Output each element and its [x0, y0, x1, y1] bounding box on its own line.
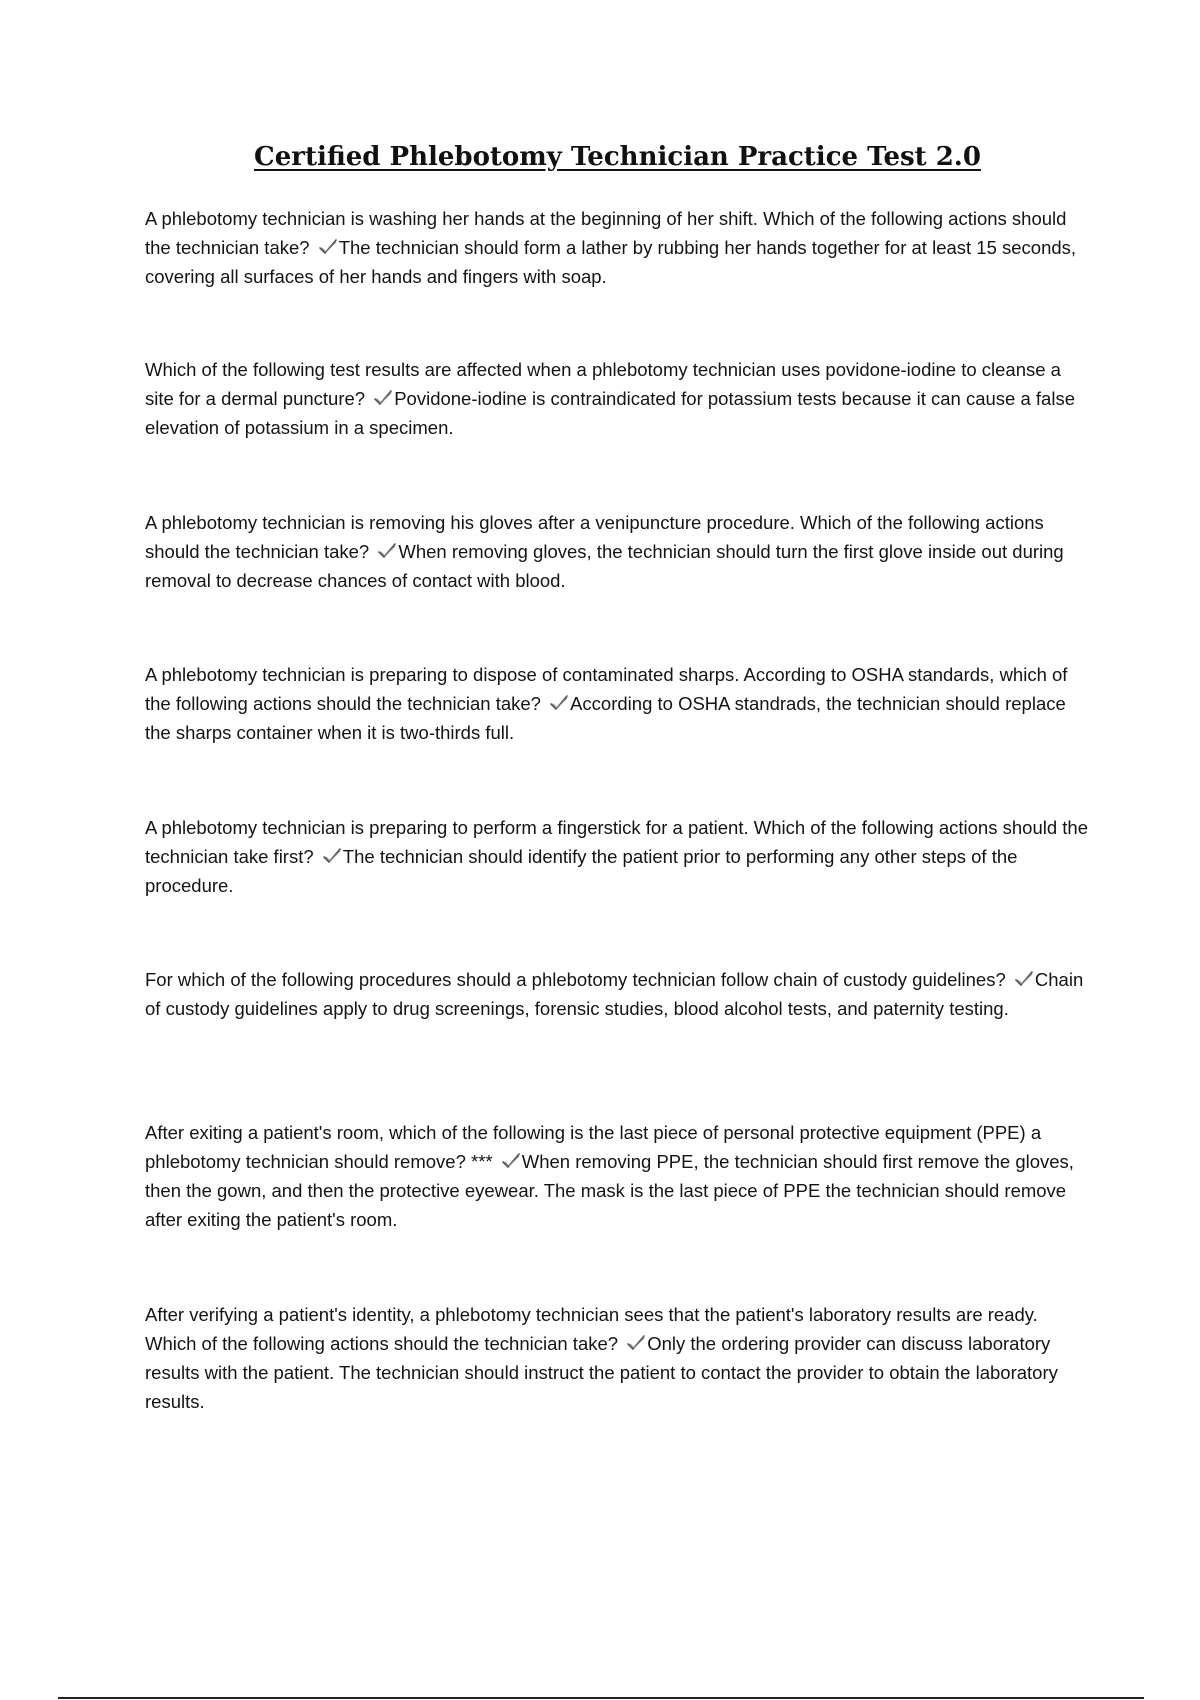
- question-item-3: [145, 508, 1090, 595]
- answer-text: The technician should identify the patient prior to performing any other steps of the procedure.: [145, 846, 1018, 896]
- check-mark-icon: [549, 694, 569, 712]
- check-mark-icon: [1014, 970, 1034, 988]
- check-mark-icon: [373, 389, 393, 407]
- footer-rule: [58, 1697, 1144, 1699]
- answer-text: According to OSHA standrads, the technician should replace the sharps container when it is two-thirds full.: [145, 693, 1066, 743]
- question-item-6: [145, 965, 1090, 1023]
- question-text: A phlebotomy technician is washing her hands at the beginning of her shift. Which of the following actions should the technician take?: [145, 208, 1067, 258]
- question-text: A phlebotomy technician is removing his gloves after a venipuncture procedure. Which of the following actions should the technician take?: [145, 512, 1044, 562]
- question-item-4: [145, 660, 1090, 747]
- question-item-5: [145, 813, 1090, 900]
- check-mark-icon: [318, 238, 338, 256]
- answer-text: Only the ordering provider can discuss laboratory results with the patient. The technician should instruct the patient to contact the provider to obtain the laboratory results.: [145, 1333, 1058, 1412]
- answer-text: When removing PPE, the technician should first remove the gloves, then the gown, and then the protective eyewear. The mask is the last piece of PPE the technician should remove after exiting the patient's room.: [145, 1151, 1074, 1230]
- question-item-7: [145, 1118, 1090, 1234]
- answer-text: Povidone-iodine is contraindicated for potassium tests because it can cause a false elevation of potassium in a specimen.: [145, 388, 1075, 438]
- check-mark-icon: [377, 542, 397, 560]
- question-text: After exiting a patient's room, which of the following is the last piece of personal protective equipment (PPE) a phlebotomy technician should remove? ***: [145, 1122, 1042, 1172]
- answer-text: The technician should form a lather by rubbing her hands together for at least 15 seconds, covering all surfaces of her hands and fingers with soap.: [145, 237, 1077, 287]
- question-text: After verifying a patient's identity, a phlebotomy technician sees that the patient's laboratory results are ready. Which of the following actions should the technician take?: [145, 1304, 1038, 1354]
- question-text: For which of the following procedures should a phlebotomy technician follow chain of custody guidelines?: [145, 969, 1006, 990]
- check-mark-icon: [501, 1152, 521, 1170]
- question-item-1: [145, 204, 1090, 291]
- answer-text: Chain of custody guidelines apply to drug screenings, forensic studies, blood alcohol tests, and paternity testing.: [145, 969, 1084, 1019]
- check-mark-icon: [322, 847, 342, 865]
- page-title: Certified Phlebotomy Technician Practice Test 2.0: [254, 142, 981, 172]
- question-text: Which of the following test results are affected when a phlebotomy technician uses povidone-iodine to cleanse a site for a dermal puncture?: [145, 359, 1061, 409]
- question-item-8: [145, 1300, 1090, 1416]
- answer-text: When removing gloves, the technician should turn the first glove inside out during removal to decrease chances of contact with blood.: [145, 541, 1064, 591]
- question-text: A phlebotomy technician is preparing to perform a fingerstick for a patient. Which of the following actions should the technician take first?: [145, 817, 1088, 867]
- check-mark-icon: [626, 1334, 646, 1352]
- question-item-2: [145, 355, 1090, 442]
- question-text: A phlebotomy technician is preparing to dispose of contaminated sharps. According to OSHA standards, which of the following actions should the technician take?: [145, 664, 1068, 714]
